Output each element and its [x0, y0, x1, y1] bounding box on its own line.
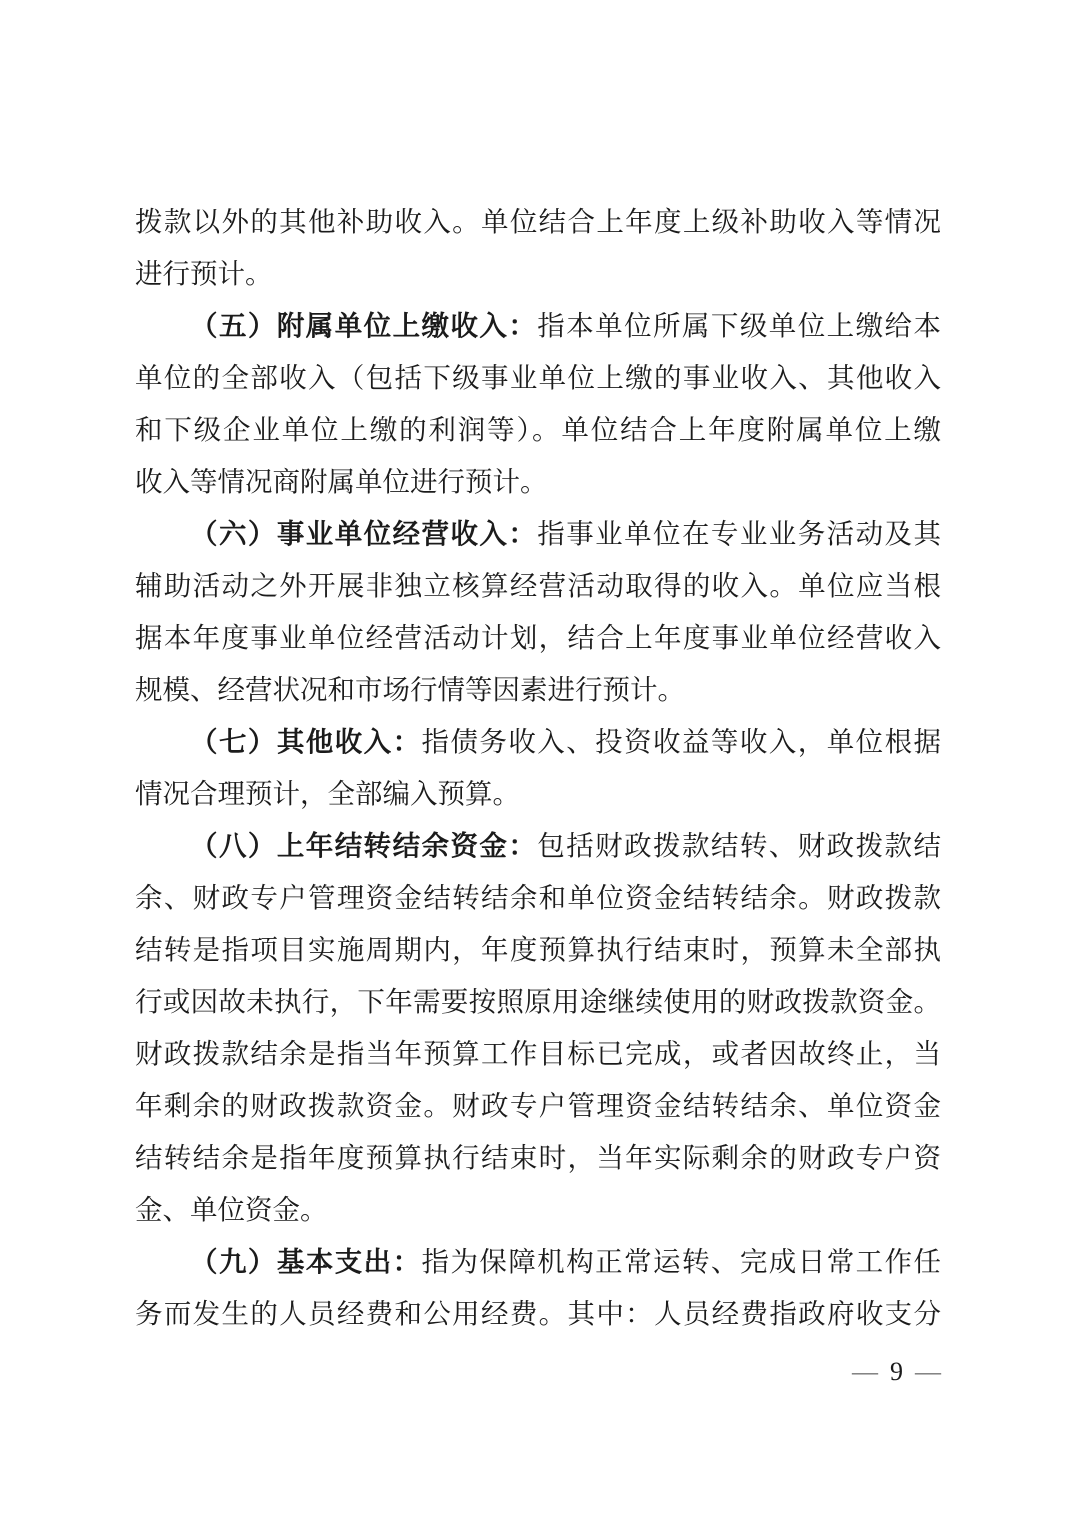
page-number-value: 9 — [890, 1357, 903, 1386]
text-line — [135, 1236, 941, 1288]
text-line — [135, 1184, 941, 1236]
clause-heading: （九）基本支出： — [190, 1246, 422, 1277]
body-text: 收入等情况商附属单位进行预计。 — [135, 466, 548, 497]
body-text: 指事业单位在专业业务活动及其 — [537, 518, 941, 549]
text-line — [135, 248, 941, 300]
text-line — [135, 560, 941, 612]
text-line — [135, 508, 941, 560]
body-text: 拨款以外的其他补助收入。单位结合上年度上级补助收入等情况 — [135, 206, 941, 237]
body-text: 财政拨款结余是指当年预算工作目标已完成，或者因故终止，当 — [135, 1038, 941, 1069]
body-text: 据本年度事业单位经营活动计划，结合上年度事业单位经营收入 — [135, 622, 941, 653]
clause-heading: （七）其他收入： — [190, 726, 422, 757]
text-line — [135, 872, 941, 924]
body-text: 务而发生的人员经费和公用经费。其中：人员经费指政府收支分 — [135, 1298, 941, 1329]
body-text: 结转结余是指年度预算执行结束时，当年实际剩余的财政专户资 — [135, 1142, 941, 1173]
text-line — [135, 612, 941, 664]
page-number — [0, 1356, 941, 1388]
page-number-dash-right: — — [915, 1357, 941, 1386]
text-line — [135, 924, 941, 976]
text-line — [135, 768, 941, 820]
body-text: 和下级企业单位上缴的利润等）。单位结合上年度附属单位上缴 — [135, 414, 941, 445]
body-text: 结转是指项目实施周期内，年度预算执行结束时，预算未全部执 — [135, 934, 941, 965]
text-line — [135, 976, 941, 1028]
body-text: 指为保障机构正常运转、完成日常工作任 — [421, 1246, 941, 1277]
text-line — [135, 1132, 941, 1184]
body-text: 单位的全部收入（包括下级事业单位上缴的事业收入、其他收入 — [135, 362, 941, 393]
body-text: 进行预计。 — [135, 258, 273, 289]
clause-heading: （八）上年结转结余资金： — [190, 830, 538, 861]
body-text: 余、财政专户管理资金结转结余和单位资金结转结余。财政拨款 — [135, 882, 941, 913]
text-line — [135, 1028, 941, 1080]
body-text: 规模、经营状况和市场行情等因素进行预计。 — [135, 674, 685, 705]
text-line — [135, 820, 941, 872]
text-line — [135, 404, 941, 456]
text-line — [135, 664, 941, 716]
text-line — [135, 456, 941, 508]
clause-heading: （六）事业单位经营收入： — [190, 518, 538, 549]
text-line — [135, 1080, 941, 1132]
text-line — [135, 352, 941, 404]
body-text: 指本单位所属下级单位上缴给本 — [537, 310, 941, 341]
text-line — [135, 300, 941, 352]
body-text: 金、单位资金。 — [135, 1194, 328, 1225]
body-text: 情况合理预计，全部编入预算。 — [135, 778, 520, 809]
body-text: 年剩余的财政拨款资金。财政专户管理资金结转结余、单位资金 — [135, 1090, 941, 1121]
body-text: 指债务收入、投资收益等收入，单位根据 — [421, 726, 941, 757]
body-text: 行或因故未执行，下年需要按照原用途继续使用的财政拨款资金。 — [135, 986, 941, 1017]
page-number-dash-left: — — [852, 1357, 878, 1386]
text-line — [135, 1288, 941, 1340]
clause-heading: （五）附属单位上缴收入： — [190, 310, 538, 341]
text-line — [135, 716, 941, 768]
text-line — [135, 196, 941, 248]
body-text: 辅助活动之外开展非独立核算经营活动取得的收入。单位应当根 — [135, 570, 941, 601]
body-text: 包括财政拨款结转、财政拨款结 — [537, 830, 941, 861]
document-body — [135, 196, 941, 1340]
